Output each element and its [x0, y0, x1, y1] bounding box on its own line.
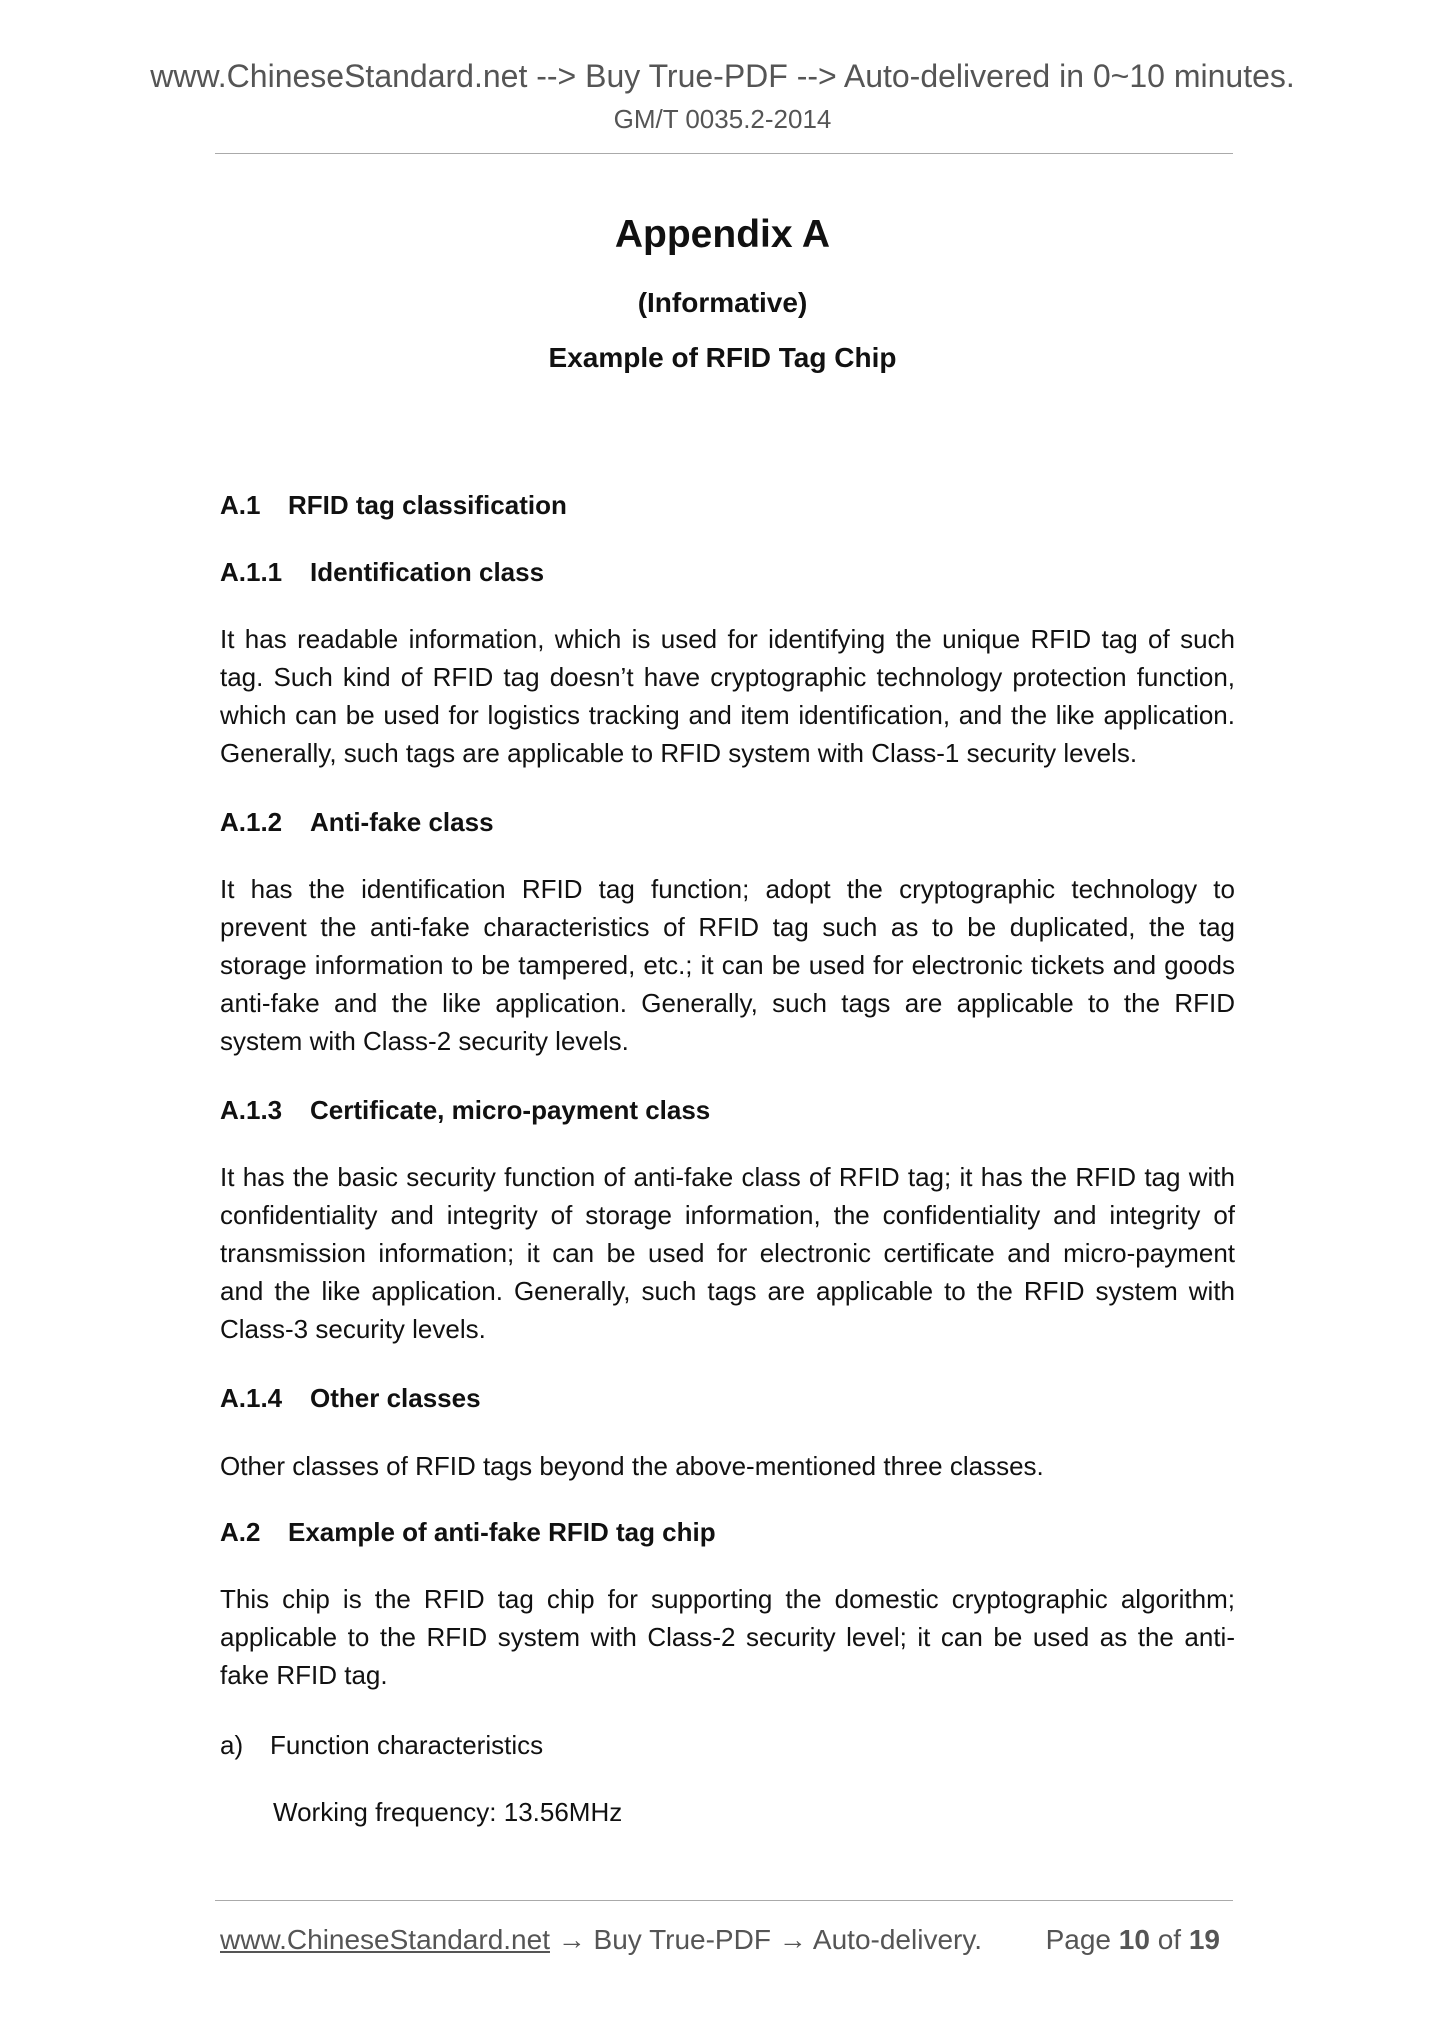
text-line: system with Class-2 security levels. — [220, 1026, 629, 1056]
section-heading-a13 — [220, 1095, 710, 1126]
text-line: It has readable information, which is used for identifying the unique RFID tag of such — [220, 624, 1235, 654]
text-line: fake RFID tag. — [220, 1660, 388, 1690]
appendix-subtitle: (Informative) — [637, 287, 808, 318]
list-marker: a) — [220, 1730, 244, 1760]
header-promo-line: www.ChineseStandard.net --> Buy True-PDF --> Auto-delivered in 0~10 minutes. — [150, 58, 1295, 94]
section-title: Identification class — [310, 557, 545, 587]
section-number: A.1.3 — [220, 1095, 283, 1125]
text-line: prevent the anti-fake characteristics of RFID tag such as to be duplicated, the tag — [220, 912, 1235, 942]
section-heading-a14 — [220, 1383, 481, 1414]
section-number: A.1.1 — [220, 557, 283, 587]
header-divider — [215, 153, 1233, 154]
page-number — [1046, 1924, 1220, 1956]
section-number: A.1.4 — [220, 1383, 283, 1413]
text-line: which can be used for logistics tracking and item identification, and the like application. — [220, 700, 1235, 730]
text-line: and the like application. Generally, such tags are applicable to the RFID system with — [220, 1276, 1235, 1306]
page-label: Page — [1045, 1924, 1119, 1955]
paragraph-identification-class — [220, 620, 1235, 772]
page-total: 19 — [1188, 1924, 1220, 1955]
footer-promo — [220, 1924, 982, 1956]
paragraph-certificate-class — [220, 1158, 1235, 1348]
text-line: It has the identification RFID tag function; adopt the cryptographic technology to — [220, 874, 1235, 904]
text-line: transmission information; it can be used for electronic certificate and micro-payment — [220, 1238, 1235, 1268]
text-line: applicable to the RFID system with Class-2 security level; it can be used as the anti- — [220, 1622, 1235, 1652]
section-heading-a2 — [220, 1517, 716, 1548]
text-line: Class-3 security levels. — [220, 1314, 486, 1344]
page-current: 10 — [1118, 1924, 1150, 1955]
text-line: Generally, such tags are applicable to RFID system with Class-1 security levels. — [220, 738, 1138, 768]
section-title: Example of anti-fake RFID tag chip — [288, 1517, 716, 1547]
section-number: A.1 — [220, 490, 261, 520]
section-title: RFID tag classification — [288, 490, 567, 520]
header-standard-number: GM/T 0035.2-2014 — [613, 104, 832, 134]
section-title: Anti-fake class — [310, 807, 494, 837]
footer-divider — [215, 1900, 1233, 1901]
text-line: storage information to be tampered, etc.; it can be used for electronic tickets and goods — [220, 950, 1235, 980]
list-item-a — [220, 1730, 543, 1761]
section-number: A.1.2 — [220, 807, 283, 837]
text-line: It has the basic security function of anti-fake class of RFID tag; it has the RFID tag with — [220, 1162, 1235, 1192]
section-number: A.2 — [220, 1517, 261, 1547]
list-item-text: Function characteristics — [270, 1730, 544, 1760]
section-heading-a11 — [220, 557, 544, 588]
section-heading-a12 — [220, 807, 494, 838]
paragraph-anti-fake-class — [220, 870, 1235, 1060]
text-line: Other classes of RFID tags beyond the above-mentioned three classes. — [220, 1451, 1044, 1481]
appendix-name: Example of RFID Tag Chip — [548, 342, 897, 373]
section-title: Certificate, micro-payment class — [310, 1095, 711, 1125]
footer-site-link[interactable]: www.ChineseStandard.net — [220, 1924, 550, 1955]
text-line: This chip is the RFID tag chip for supporting the domestic cryptographic algorithm; — [220, 1584, 1235, 1614]
appendix-title: Appendix A — [614, 213, 831, 256]
paragraph-other-classes — [220, 1447, 1235, 1485]
footer-promo-text: → Buy True-PDF → Auto-delivery. — [549, 1924, 983, 1955]
working-frequency: Working frequency: 13.56MHz — [273, 1797, 623, 1827]
text-line: confidentiality and integrity of storage information, the confidentiality and integrity of — [220, 1200, 1235, 1230]
page-of: of — [1149, 1924, 1189, 1955]
section-heading-a1 — [220, 490, 567, 521]
section-title: Other classes — [310, 1383, 481, 1413]
text-line: anti-fake and the like application. Generally, such tags are applicable to the RFID — [220, 988, 1235, 1018]
text-line: tag. Such kind of RFID tag doesn’t have cryptographic technology protection function, — [220, 662, 1235, 692]
paragraph-anti-fake-chip — [220, 1580, 1235, 1694]
